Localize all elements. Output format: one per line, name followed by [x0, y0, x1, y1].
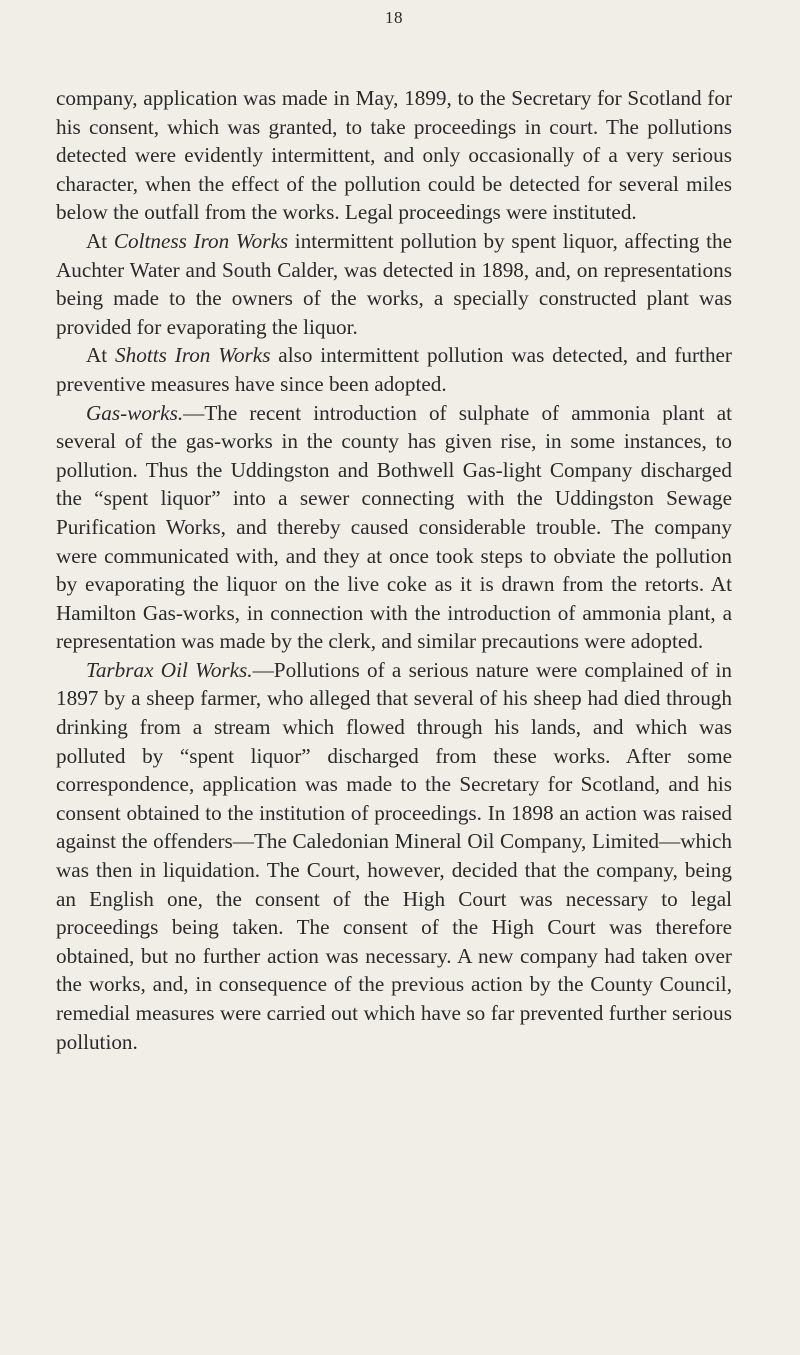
paragraph-text: —The recent introduction of sulphate of ammonia plant at several of the gas-works in the county has given rise, in some instances, to pollution. Thus the Uddingston and Bothwell Gas-light Company discharged the “spent liquor” into a sewer connecting with the Uddingston Sewage Purification Works, and thereby caused considerable trouble. The company were communicated with, and they at once took steps to obviate the pollution by evaporating the liquor on the live coke as it is drawn from the retorts. At Hamilton Gas-works, in connection with the introduction of ammonia plant, a representation was made by the clerk, and similar precautions were adopted. — [56, 400, 732, 654]
paragraph-lead-italic: Tarbrax Oil Works. — [86, 657, 253, 682]
paragraph-lead-italic: Coltness Iron Works — [113, 228, 289, 253]
paragraph-coltness — [56, 227, 732, 341]
paragraph-tarbrax — [56, 656, 732, 1056]
page-number: 18 — [385, 8, 403, 27]
body-text — [56, 84, 732, 1056]
paragraph-text: company, application was made in May, 1899, to the Secretary for Scotland for his consent, which was granted, to take proceedings in court. The pollutions detected were evidently intermittent, and only occasionally of a very serious character, when the effect of the pollution could be detected for several miles below the outfall from the works. Legal proceedings were instituted. — [56, 86, 732, 225]
paragraph-text: also intermittent pollution was detected, and further preventive measures have since been adopted. — [56, 343, 732, 396]
paragraph-continuation — [56, 84, 732, 227]
paragraph-lead-italic: Shotts Iron Works — [115, 343, 271, 368]
paragraph-text: intermittent pollution by spent liquor, affecting the Auchter Water and South Calder, was detected in 1898, and, on representations being made to the owners of the works, a specially constructed plant was provided for evaporating the liquor. — [56, 228, 733, 339]
paragraph-lead-italic: Gas-works. — [86, 400, 184, 425]
paragraph-shotts — [56, 341, 732, 398]
paragraph-prefix: At — [86, 228, 114, 253]
paragraph-gas-works — [56, 399, 732, 656]
paragraph-prefix: At — [86, 343, 116, 368]
paragraph-text: —Pollutions of a serious nature were complained of in 1897 by a sheep farmer, who alleged that several of his sheep had died through drinking from a stream which flowed through his lands, and which was polluted by “spent liquor” discharged from these works. After some correspondence, application was made to the Secretary for Scotland, and his consent obtained to the institution of proceedings. In 1898 an action was raised against the offenders—The Caledonian Mineral Oil Company, Limited—which was then in liquidation. The Court, however, decided that the company, being an English one, the consent of the High Court was necessary to legal proceedings being taken. The consent of the High Court was therefore obtained, but no further action was necessary. A new company had taken over the works, and, in consequence of the previous action by the County Council, remedial measures were carried out which have so far prevented further serious pollution. — [56, 657, 732, 1054]
